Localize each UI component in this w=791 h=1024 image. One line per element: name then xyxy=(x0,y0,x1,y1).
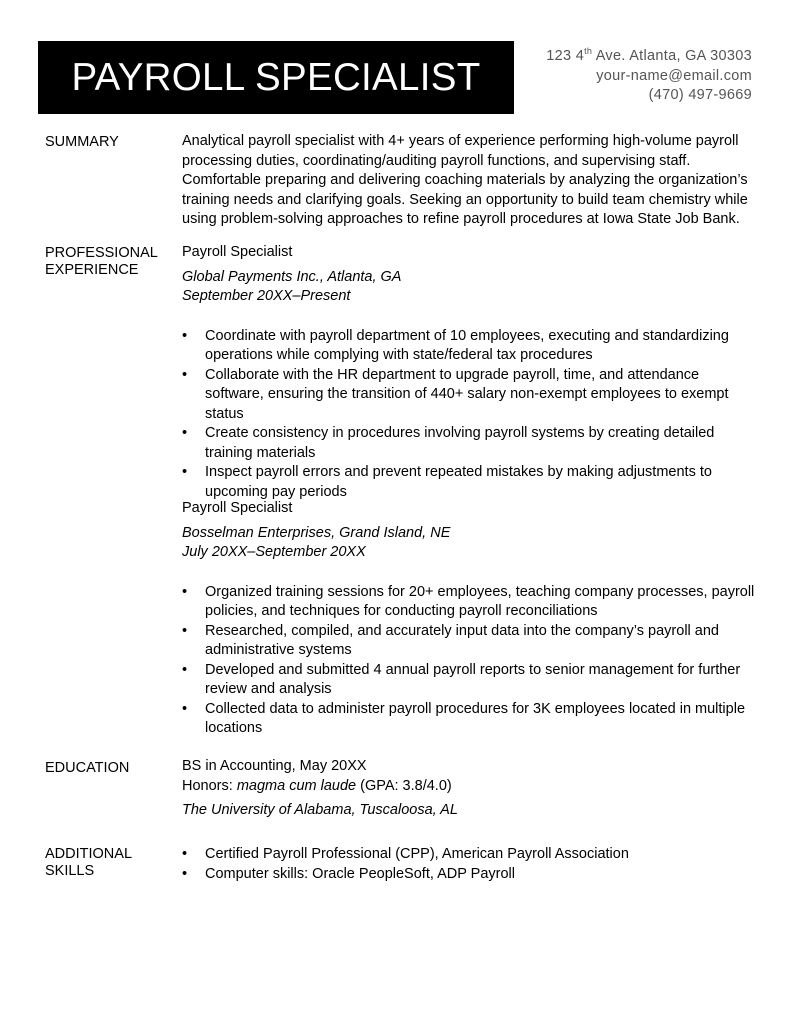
page-title: PAYROLL SPECIALIST xyxy=(71,55,481,99)
summary-section xyxy=(182,132,757,230)
honors-value: magma cum laude xyxy=(236,777,357,794)
list-item: • Certified Payroll Professional (CPP), American Payroll Association xyxy=(182,845,757,865)
education-section xyxy=(182,757,757,821)
job-company: Bosselman Enterprises, Grand Island, NE xyxy=(182,524,451,541)
skills-label-line1: ADDITIONAL xyxy=(45,846,133,862)
phone: (470) 497-9669 xyxy=(648,87,752,103)
address-ordinal: th xyxy=(584,46,593,57)
job-entry xyxy=(182,243,757,502)
job-company: Global Payments Inc., Atlanta, GA xyxy=(182,268,402,285)
honors xyxy=(182,777,757,797)
list-item: • Inspect payroll errors and prevent repeated mistakes by making adjustments to upcoming pay periods xyxy=(182,463,757,502)
list-item: • Researched, compiled, and accurately input data into the company’s payroll and administrative systems xyxy=(182,622,757,661)
address xyxy=(546,47,752,67)
experience-label xyxy=(45,245,158,279)
gpa: (GPA: 3.8/4.0) xyxy=(356,777,452,794)
address-rest: Ave. Atlanta, GA 30303 xyxy=(592,48,752,64)
job-dates: September 20XX–Present xyxy=(182,288,351,304)
school: The University of Alabama, Tuscaloosa, AL xyxy=(182,802,458,818)
address-number: 123 4 xyxy=(546,48,585,64)
education-label: EDUCATION xyxy=(45,760,130,776)
experience-label-line1: PROFESSIONAL xyxy=(45,245,158,261)
job-dates: July 20XX–September 20XX xyxy=(182,544,366,560)
list-item: • Organized training sessions for 20+ employees, teaching company processes, payroll policies, and techniques for conducting payroll reconciliations xyxy=(182,583,757,622)
experience-label-line2: EXPERIENCE xyxy=(45,262,139,278)
contact-block xyxy=(546,47,752,106)
skills-section xyxy=(182,845,757,884)
job-bullets xyxy=(182,327,757,503)
job-title: Payroll Specialist xyxy=(182,244,293,260)
list-item: • Collaborate with the HR department to upgrade payroll, time, and attendance software, ensuring the transition of 440+ salary non-exempt employees to exempt status xyxy=(182,366,757,425)
list-item: • Collected data to administer payroll procedures for 3K employees located in multiple locations xyxy=(182,700,757,739)
title-banner xyxy=(38,41,514,114)
list-item: • Developed and submitted 4 annual payroll reports to senior management for further review and analysis xyxy=(182,661,757,700)
job-title: Payroll Specialist xyxy=(182,500,293,516)
honors-label: Honors: xyxy=(182,777,237,794)
skills-label xyxy=(45,846,132,880)
list-item: • Coordinate with payroll department of 10 employees, executing and standardizing operations while complying with state/federal tax procedures xyxy=(182,327,757,366)
email: your-name@email.com xyxy=(596,67,752,84)
degree: BS in Accounting, May 20XX xyxy=(182,758,367,774)
skills-list xyxy=(182,845,757,884)
list-item: • Computer skills: Oracle PeopleSoft, ADP Payroll xyxy=(182,865,757,885)
summary-text: Analytical payroll specialist with 4+ years of experience performing high-volume payroll processing duties, coordinating/auditing payroll functions, and supervising staff. Comfortable preparing and delivering coaching materials by analyzing the organization’s training needs and clarifying goals. Seeking an opportunity to build team chemistry while using problem-solving approaches to refine payroll procedures at Iowa State Job Bank. xyxy=(182,133,748,227)
job-entry xyxy=(182,499,757,739)
summary-label: SUMMARY xyxy=(45,134,119,150)
list-item: • Create consistency in procedures involving payroll systems by creating detailed training materials xyxy=(182,424,757,463)
job-bullets xyxy=(182,583,757,739)
skills-label-line2: SKILLS xyxy=(45,863,95,879)
